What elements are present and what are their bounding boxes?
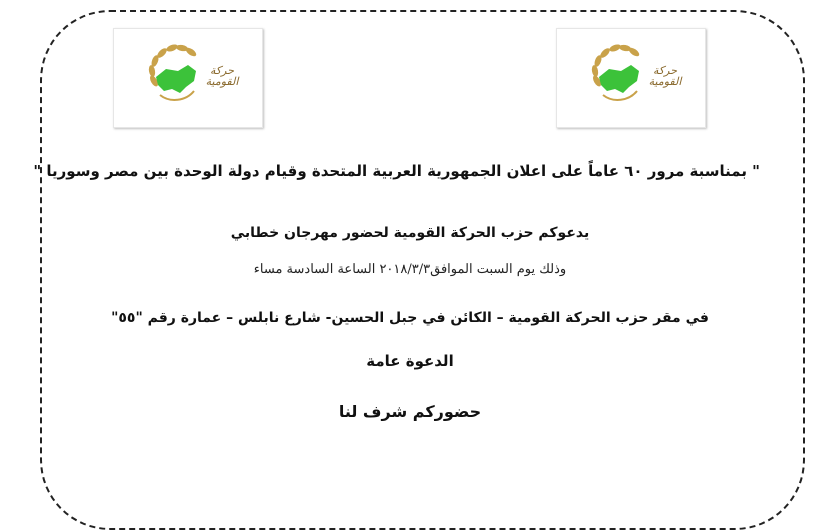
location-line: في مقر حزب الحركة القومية – الكائن في جبل الحسين- شارع نابلس – عمارة رقم "٥٥" bbox=[111, 310, 709, 326]
invitation-line: يدعوكم حزب الحركة القومية لحضور مهرجان خطابي bbox=[230, 225, 590, 241]
logo-caption: حركة القومية bbox=[648, 64, 682, 88]
logo-left bbox=[113, 28, 263, 128]
occasion-heading: " بمناسبة مرور ٦٠ عاماً على اعلان الجمهورية العربية المتحدة وقيام دولة الوحدة بين مصر وسوريا " bbox=[33, 162, 760, 180]
date-time-line: وذلك يوم السبت الموافق٢٠١٨/٣/٣ الساعة السادسة مساء bbox=[253, 262, 567, 277]
logo-caption: حركة القومية bbox=[205, 64, 239, 88]
public-notice: الدعوة عامة bbox=[366, 352, 454, 370]
closing-line: حضوركم شرف لنا bbox=[338, 402, 482, 421]
logo-right bbox=[556, 28, 706, 128]
